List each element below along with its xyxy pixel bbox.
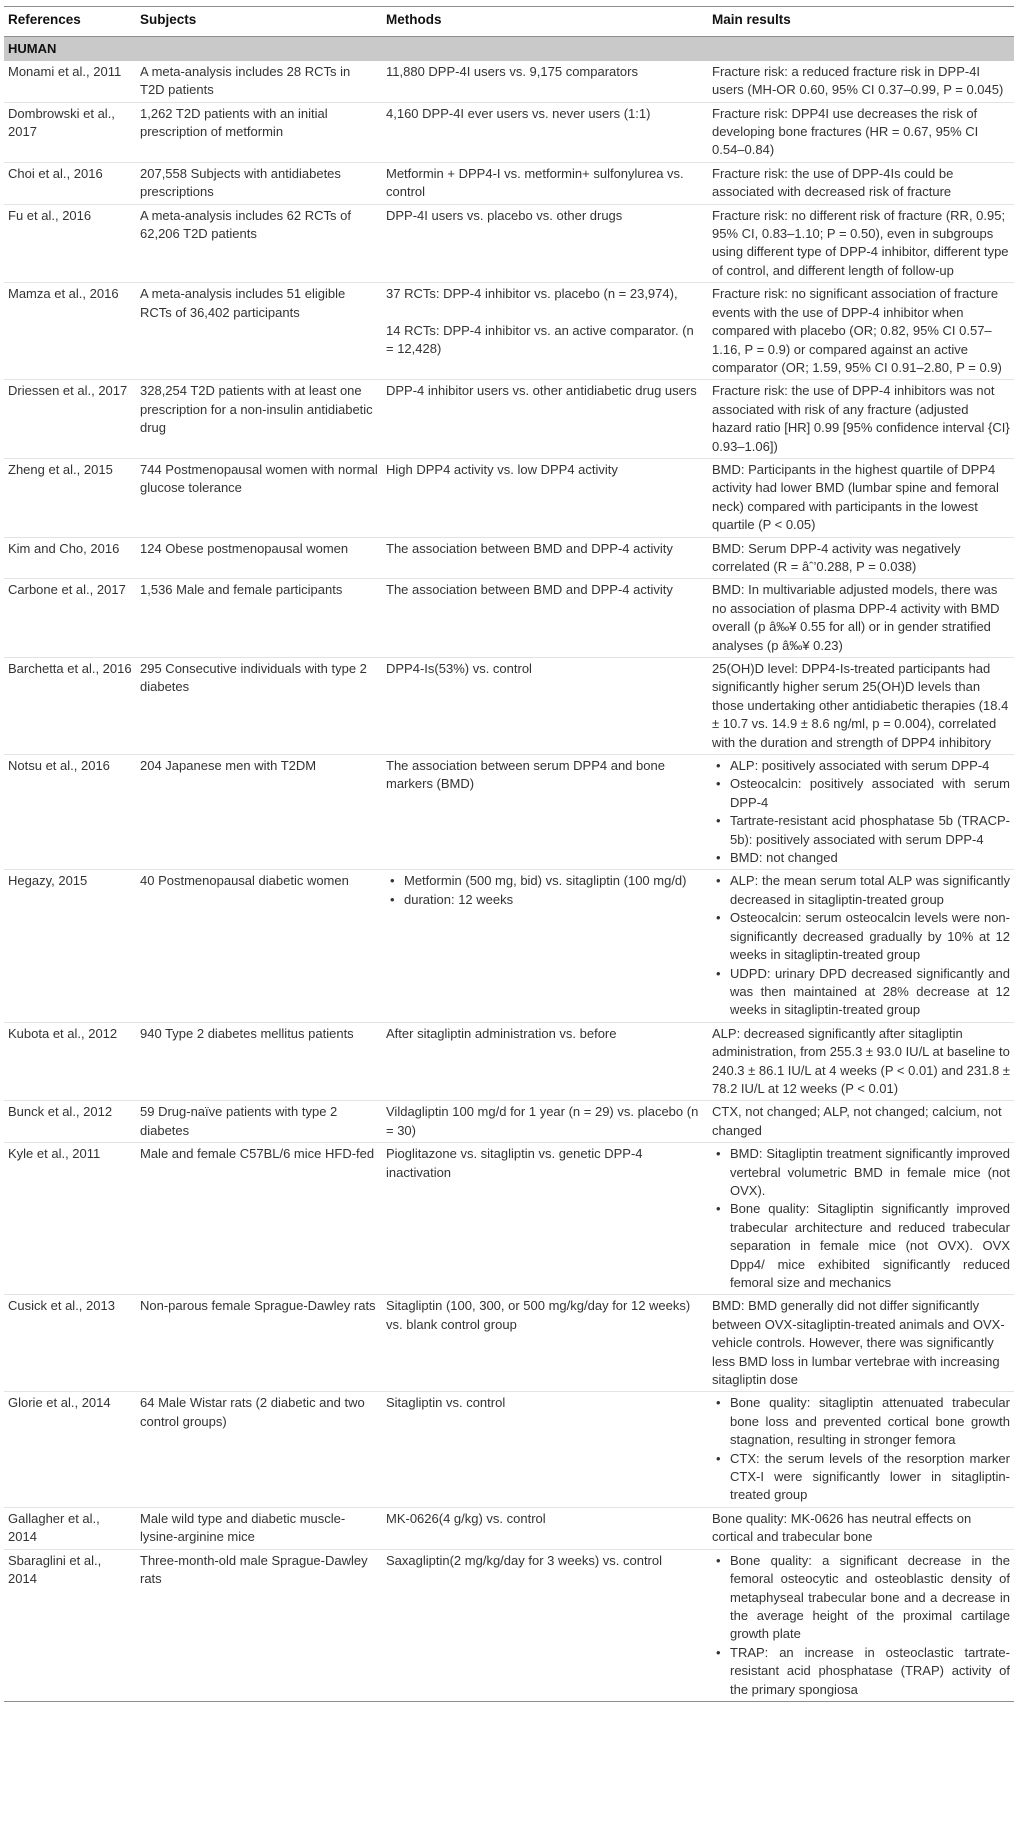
results-cell [708,204,1014,283]
bullet-item: • Bone quality: a significant decrease in the femoral osteocytic and osteoblastic density of metaphyseal trabecular bone and a decrease in the average height of the proximal cartilage growth plate [730,1552,1010,1644]
results-cell [708,1101,1014,1143]
header-references: References [4,7,136,37]
table-row-notsu-et-al-2016 [4,755,1014,870]
results-cell [708,755,1014,870]
methods-text: Metformin + DPP4-I vs. metformin+ sulfonylurea vs. control [386,165,684,200]
reference-cell [4,380,136,459]
results-cell [708,162,1014,204]
subjects-text: Male wild type and diabetic muscle-lysine-arginine mice [140,1510,346,1545]
table-row-cusick-et-al-2013 [4,1295,1014,1392]
bullet-item: • Bone quality: sitagliptin attenuated trabecular bone loss and prevented cortical bone growth stagnation, resulting in stronger femora [730,1394,1010,1449]
group-label: HUMAN [4,37,1014,61]
methods-cell [382,755,708,870]
reference-text: Kubota et al., 2012 [8,1025,118,1041]
reference-cell [4,1295,136,1392]
reference-cell [4,1022,136,1101]
subjects-text: 295 Consecutive individuals with type 2 diabetes [140,661,367,695]
bullet-item: • ALP: positively associated with serum DPP-4 [730,757,1010,775]
subjects-text: A meta-analysis includes 62 RCTs of 62,206 T2D patients [140,207,351,242]
reference-text: Kim and Cho, 2016 [8,540,120,556]
subjects-text: 940 Type 2 diabetes mellitus patients [140,1025,354,1041]
methods-cell [382,380,708,459]
results-text: Bone quality: MK-0626 has neutral effects on cortical and trabecular bone [712,1510,972,1545]
bullet-item: • Tartrate-resistant acid phosphatase 5b (TRACP-5b): positively associated with serum DPP-4 [730,812,1010,849]
bullet-item: • Osteocalcin: positively associated with serum DPP-4 [730,775,1010,812]
reference-cell [4,204,136,283]
results-text: 25(OH)D level: DPP4-Is-treated participants had significantly higher serum 25(OH)D levels than those undertaking other antidiabetic therapies (18.4 ± 10.7 vs. 14.9 ± 8.6 ng/ml, p = 0.004), correlated with the duration and strength of DPP4 inhibitory [712,661,1009,750]
methods-cell [382,1101,708,1143]
reference-text: Kyle et al., 2011 [8,1146,101,1162]
subjects-cell [136,870,382,1022]
subjects-text: 1,536 Male and female participants [140,582,343,598]
methods-text: 4,160 DPP-4I ever users vs. never users (1:1) [386,105,651,121]
table-row-choi-et-al-2016 [4,162,1014,204]
results-cell [708,61,1014,102]
header-row [4,7,1014,37]
table-row-mamza-et-al-2016 [4,283,1014,380]
reference-text: Hegazy, 2015 [8,873,88,889]
subjects-text: 59 Drug-naïve patients with type 2 diabetes [140,1104,338,1138]
group-row-human [4,37,1014,61]
methods-cell [382,1022,708,1101]
subjects-text: 1,262 T2D patients with an initial prescription of metformin [140,105,328,140]
results-list [712,757,1010,867]
methods-cell [382,1549,708,1701]
subjects-cell [136,204,382,283]
reference-text: Cusick et al., 2013 [8,1298,115,1314]
reference-cell [4,102,136,162]
table-row-fu-et-al-2016 [4,204,1014,283]
bullet-item: • TRAP: an increase in osteoclastic tartrate-resistant acid phosphatase (TRAP) activity of the primary spongiosa [730,1644,1010,1699]
reference-cell [4,1392,136,1507]
methods-cell [382,1507,708,1549]
methods-cell [382,1143,708,1295]
subjects-text: 204 Japanese men with T2DM [140,758,317,774]
table-row-kim-and-cho-2016 [4,537,1014,579]
results-text: Fracture risk: DPP4I use decreases the risk of developing bone fractures (HR = 0.67, 95% CI 0.54–0.84) [712,105,979,158]
subjects-cell [136,579,382,658]
results-cell [708,283,1014,380]
table-row-sbaraglini-et-al-2014 [4,1549,1014,1701]
results-text: Fracture risk: a reduced fracture risk in DPP-4I users (MH-OR 0.60, 95% CI 0.37–0.99, P = 0.045) [712,63,1004,98]
subjects-cell [136,1295,382,1392]
results-cell [708,579,1014,658]
reference-cell [4,1101,136,1143]
methods-cell [382,204,708,283]
methods-cell [382,162,708,204]
subjects-text: A meta-analysis includes 51 eligible RCTs of 36,402 participants [140,286,346,320]
subjects-text: Three-month-old male Sprague-Dawley rats [140,1552,368,1587]
table-row-monami-et-al-2011 [4,61,1014,102]
results-text: Fracture risk: the use of DPP-4 inhibitors was not associated with risk of any fracture (adjusted hazard ratio [HR] 0.99 [95% confidence interval {CI} 0.93–1.06]) [712,383,1010,454]
reference-cell [4,283,136,380]
methods-cell [382,870,708,1022]
table-header [4,7,1014,37]
methods-cell [382,537,708,579]
bullet-item: • UDPD: urinary DPD decreased significantly and was then maintained at 28% decrease at 12 weeks in sitagliptin-treated group [730,965,1010,1020]
results-text: BMD: BMD generally did not differ significantly between OVX-sitagliptin-treated animals and OVX-vehicle controls. However, there was significantly less BMD loss in lumbar vertebrae with increasing sitagliptin dose [712,1298,1005,1388]
bullet-item: • duration: 12 weeks [404,891,704,909]
results-text: BMD: Serum DPP-4 activity was negatively correlated (R = âˆ’0.288, P = 0.038) [712,540,961,574]
methods-text: DPP4-Is(53%) vs. control [386,661,532,676]
methods-text: High DPP4 activity vs. low DPP4 activity [386,461,618,477]
reference-cell [4,458,136,537]
subjects-text: 40 Postmenopausal diabetic women [140,873,349,889]
reference-cell [4,658,136,755]
results-cell [708,1392,1014,1507]
reference-text: Glorie et al., 2014 [8,1395,111,1411]
methods-cell [382,658,708,755]
subjects-cell [136,1507,382,1549]
results-list [712,872,1010,1019]
results-text: BMD: In multivariable adjusted models, there was no association of plasma DPP-4 activity with BMD overall (p â‰¥ 0.55 for all) or in gender stratified analyses (p â‰¥ 0.23) [712,582,1000,653]
reference-text: Zheng et al., 2015 [8,461,113,477]
subjects-cell [136,283,382,380]
bullet-item: • Osteocalcin: serum osteocalcin levels were non-significantly decreased gradually by 10% at 12 weeks in sitagliptin-treated group [730,909,1010,964]
subjects-cell [136,1549,382,1701]
methods-text: The association between BMD and DPP-4 activity [386,540,673,556]
methods-cell [382,102,708,162]
bullet-item: • ALP: the mean serum total ALP was significantly decreased in sitagliptin-treated group [730,872,1010,909]
methods-cell [382,1295,708,1392]
header-subjects: Subjects [136,7,382,37]
methods-cell [382,283,708,380]
methods-text: 11,880 DPP-4I users vs. 9,175 comparators [386,63,638,79]
table-row-hegazy-2015 [4,870,1014,1022]
subjects-text: 207,558 Subjects with antidiabetes prescriptions [140,165,341,200]
methods-cell [382,579,708,658]
methods-text: The association between serum DPP4 and bone markers (BMD) [386,758,665,792]
reference-cell [4,755,136,870]
reference-cell [4,1143,136,1295]
subjects-text: Male and female C57BL/6 mice HFD-fed [140,1146,375,1162]
reference-text: Mamza et al., 2016 [8,286,119,302]
results-cell [708,1507,1014,1549]
subjects-cell [136,537,382,579]
reference-cell [4,1507,136,1549]
subjects-text: Non-parous female Sprague-Dawley rats [140,1298,376,1314]
results-text: CTX, not changed; ALP, not changed; calcium, not changed [712,1104,1002,1138]
header-methods: Methods [382,7,708,37]
table-row-barchetta-et-al-2016 [4,658,1014,755]
methods-text: 14 RCTs: DPP-4 inhibitor vs. an active comparator. (n = 12,428) [386,322,694,357]
bullet-item: • BMD: not changed [730,849,1010,867]
subjects-cell [136,1101,382,1143]
subjects-cell [136,658,382,755]
reference-text: Driessen et al., 2017 [8,383,128,399]
subjects-text: 124 Obese postmenopausal women [140,540,349,556]
reference-text: Choi et al., 2016 [8,165,103,181]
references-table [4,6,1014,1702]
results-text: BMD: Participants in the highest quartile of DPP4 activity had lower BMD (lumbar spine and femoral neck) compared with participants in the lowest quartile (P < 0.05) [712,461,999,533]
reference-cell [4,579,136,658]
table-row-dombrowski-et-al-2017 [4,102,1014,162]
results-cell [708,1143,1014,1295]
methods-text: Vildagliptin 100 mg/d for 1 year (n = 29) vs. placebo (n = 30) [386,1104,699,1138]
methods-list [386,872,704,909]
subjects-text: 328,254 T2D patients with at least one prescription for a non-insulin antidiabetic drug [140,383,373,436]
reference-cell [4,870,136,1022]
subjects-text: 64 Male Wistar rats (2 diabetic and two control groups) [140,1395,365,1429]
subjects-cell [136,162,382,204]
results-cell [708,1295,1014,1392]
results-cell [708,1549,1014,1701]
subjects-cell [136,380,382,459]
subjects-cell [136,458,382,537]
reference-text: Dombrowski et al., 2017 [8,105,115,140]
table-row-carbone-et-al-2017 [4,579,1014,658]
reference-text: Fu et al., 2016 [8,207,92,223]
methods-text: Sitagliptin vs. control [386,1395,506,1411]
results-list [712,1394,1010,1504]
results-text: Fracture risk: no significant association of fracture events with the use of DPP-4 inhibitor when compared with placebo (OR; 0.82, 95% CI 0.57–1.16, P = 0.9) or compared against an active comparator (OR; 1.59, 95% CI 0.91–2.80, P = 0.9) [712,286,1002,375]
bullet-item: • BMD: Sitagliptin treatment significantly improved vertebral volumetric BMD in female mice (not OVX). [730,1145,1010,1200]
methods-text: After sitagliptin administration vs. before [386,1025,617,1041]
bullet-item: • Bone quality: Sitagliptin significantly improved trabecular architecture and reduced trabecular separation in female mice (not OVX). OVX Dpp4/ mice exhibited significantly reduced femoral size and mechanics [730,1200,1010,1292]
table-row-glorie-et-al-2014 [4,1392,1014,1507]
results-text: ALP: decreased significantly after sitagliptin administration, from 255.3 ± 93.0 IU/L at baseline to 240.3 ± 86.1 IU/L at 4 weeks (P < 0.01) and 231.8 ± 78.2 IU/L at 12 weeks (P < 0.01) [712,1025,1010,1096]
table-row-bunck-et-al-2012 [4,1101,1014,1143]
table-row-driessen-et-al-2017 [4,380,1014,459]
methods-spacer [386,304,704,322]
table-row-zheng-et-al-2015 [4,458,1014,537]
methods-text: MK-0626(4 g/kg) vs. control [386,1510,546,1526]
methods-text: The association between BMD and DPP-4 activity [386,582,673,598]
results-cell [708,380,1014,459]
reference-text: Barchetta et al., 2016 [8,661,132,676]
reference-text: Sbaraglini et al., 2014 [8,1552,102,1587]
subjects-cell [136,1392,382,1507]
subjects-text: A meta-analysis includes 28 RCTs in T2D patients [140,63,351,98]
results-cell [708,870,1014,1022]
results-cell [708,102,1014,162]
methods-cell [382,1392,708,1507]
methods-text: 37 RCTs: DPP-4 inhibitor vs. placebo (n = 23,974), [386,286,678,302]
table-body [4,37,1014,1702]
methods-text: DPP-4I users vs. placebo vs. other drugs [386,207,623,223]
subjects-text: 744 Postmenopausal women with normal glucose tolerance [140,461,378,496]
reference-text: Notsu et al., 2016 [8,758,110,774]
bullet-item: • Metformin (500 mg, bid) vs. sitagliptin (100 mg/d) [404,872,704,890]
subjects-cell [136,755,382,870]
subjects-cell [136,1022,382,1101]
table-row-kyle-et-al-2011 [4,1143,1014,1295]
reference-text: Carbone et al., 2017 [8,582,126,598]
methods-cell [382,458,708,537]
methods-text: Pioglitazone vs. sitagliptin vs. genetic DPP-4 inactivation [386,1146,643,1180]
table-row-gallagher-et-al-2014 [4,1507,1014,1549]
subjects-cell [136,102,382,162]
reference-cell [4,1549,136,1701]
results-text: Fracture risk: the use of DPP-4Is could be associated with decreased risk of fracture [712,165,954,200]
results-cell [708,537,1014,579]
header-main-results: Main results [708,7,1014,37]
reference-cell [4,61,136,102]
table-row-kubota-et-al-2012 [4,1022,1014,1101]
reference-cell [4,537,136,579]
reference-text: Bunck et al., 2012 [8,1104,113,1120]
reference-text: Gallagher et al., 2014 [8,1510,100,1545]
methods-text: Sitagliptin (100, 300, or 500 mg/kg/day for 12 weeks) vs. blank control group [386,1298,691,1332]
results-text: Fracture risk: no different risk of fracture (RR, 0.95; 95% CI, 0.83–1.10; P = 0.50), even in subgroups using different type of DPP-4 inhibitor, different type of control, and different length of follow-up [712,207,1009,278]
methods-text: Saxagliptin(2 mg/kg/day for 3 weeks) vs. control [386,1552,663,1568]
reference-cell [4,162,136,204]
subjects-cell [136,1143,382,1295]
subjects-cell [136,61,382,102]
bullet-item: • CTX: the serum levels of the resorption marker CTX-I were significantly lower in sitagliptin-treated group [730,1450,1010,1505]
results-list [712,1552,1010,1699]
reference-text: Monami et al., 2011 [8,63,122,79]
results-cell [708,658,1014,755]
methods-cell [382,61,708,102]
methods-text: DPP-4 inhibitor users vs. other antidiabetic drug users [386,383,697,399]
results-cell [708,1022,1014,1101]
results-list [712,1145,1010,1292]
results-cell [708,458,1014,537]
